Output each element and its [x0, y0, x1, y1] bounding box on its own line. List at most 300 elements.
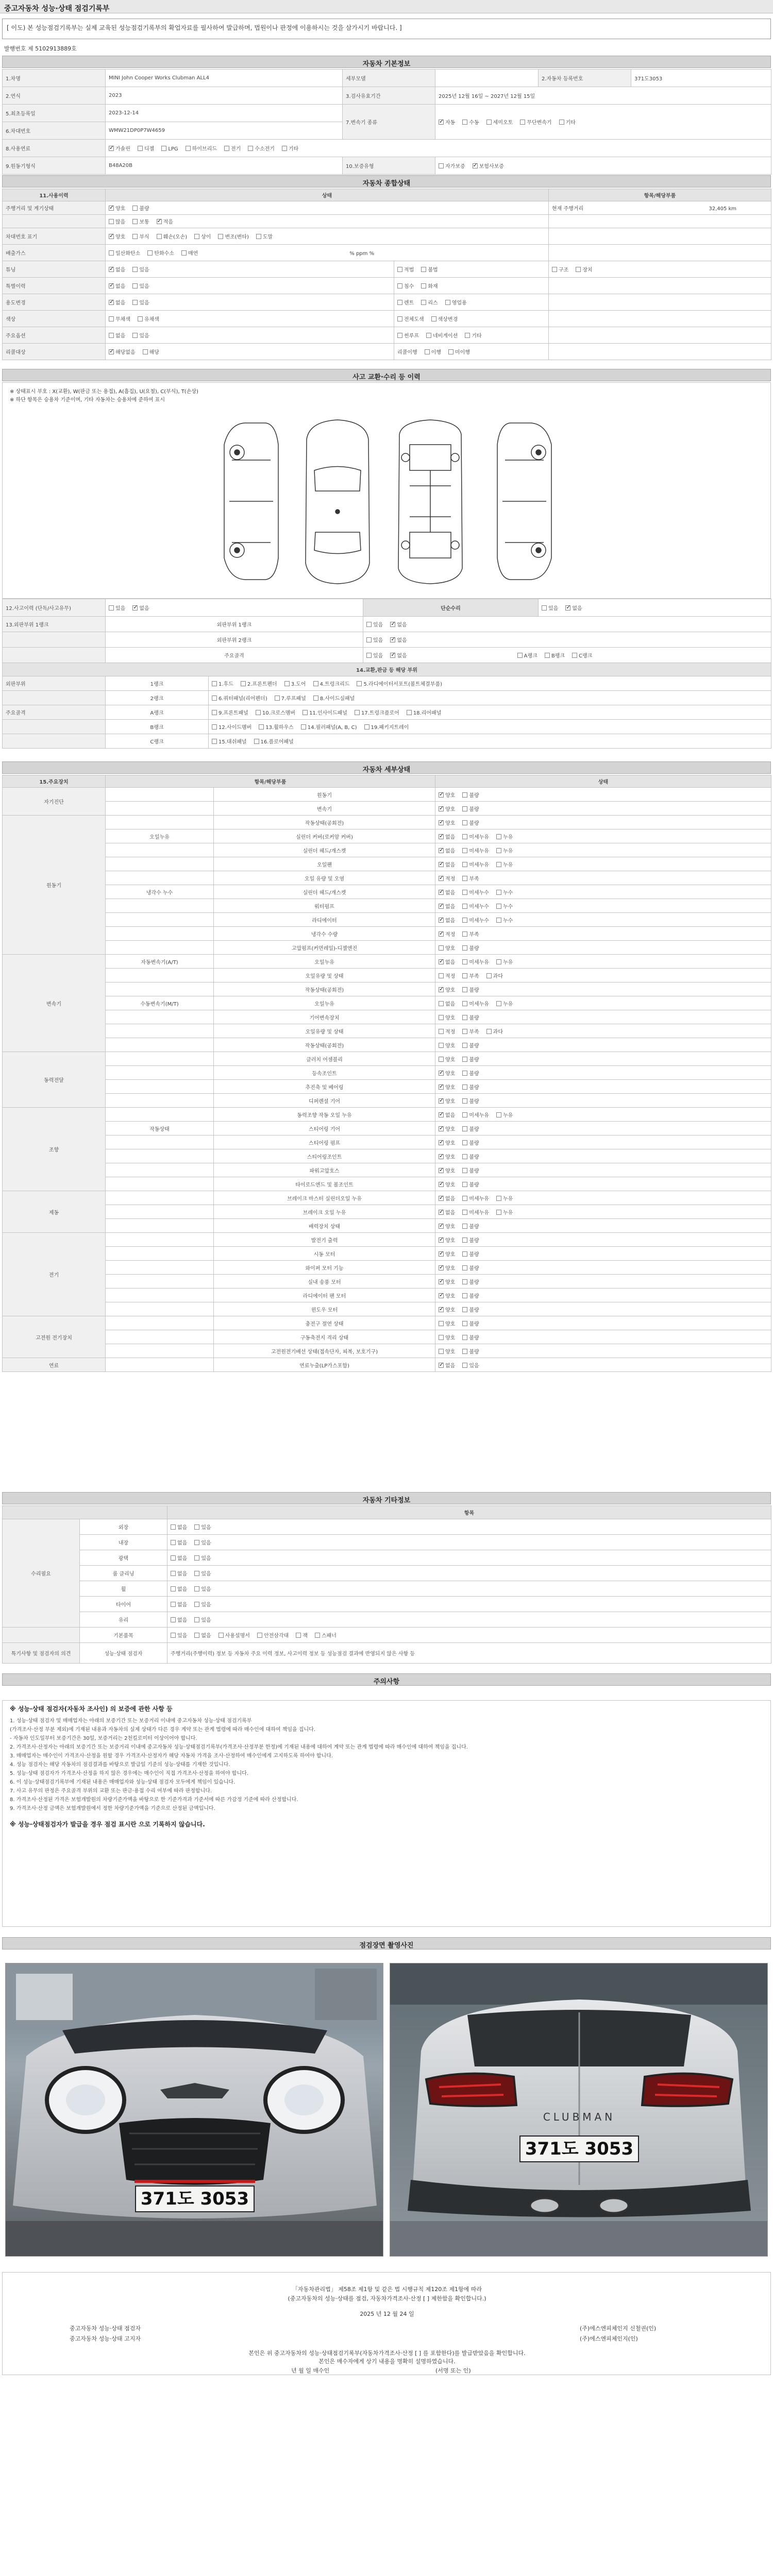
checkbox-icon[interactable]: [486, 1029, 492, 1034]
repair-option-0[interactable]: [171, 1587, 187, 1592]
part-item-1[interactable]: [275, 696, 306, 702]
state-option-0[interactable]: [439, 1043, 455, 1049]
state-option-0[interactable]: [439, 1308, 455, 1313]
checkbox-icon[interactable]: [462, 1071, 467, 1076]
repair-option-1[interactable]: [194, 1602, 211, 1608]
checkbox-icon[interactable]: [496, 862, 501, 867]
checkbox-icon[interactable]: [462, 1029, 467, 1034]
state-option-0[interactable]: [439, 1085, 455, 1091]
fuel-option-1[interactable]: [138, 146, 154, 152]
part-item-2[interactable]: [303, 710, 347, 716]
state-option-0[interactable]: [439, 1238, 455, 1244]
state-option-2-1[interactable]: [421, 300, 438, 306]
checkbox-icon[interactable]: [462, 1015, 467, 1020]
checkbox-icon[interactable]: [462, 862, 467, 867]
checkbox-icon[interactable]: [462, 959, 467, 964]
checkbox-icon[interactable]: [426, 333, 431, 338]
part-item-2[interactable]: [301, 725, 357, 731]
state-option-2[interactable]: [181, 251, 198, 257]
checkbox-icon[interactable]: [496, 904, 501, 909]
state-option-2-2[interactable]: [445, 300, 467, 306]
state-option-3-1[interactable]: [576, 267, 592, 273]
state-option-1[interactable]: [462, 946, 479, 952]
transmission-option-3[interactable]: [520, 120, 551, 126]
checkbox-icon[interactable]: [194, 1602, 199, 1607]
fuel-option-3[interactable]: [186, 146, 217, 152]
warranty-option-0[interactable]: [439, 164, 465, 170]
repair-option-0[interactable]: [171, 1618, 187, 1623]
checkbox-icon[interactable]: [219, 1633, 224, 1638]
state-option-0[interactable]: [439, 1266, 455, 1272]
checkbox-icon[interactable]: [439, 163, 444, 168]
part-item-0[interactable]: [212, 682, 233, 687]
checkbox-icon[interactable]: [147, 250, 153, 256]
checkbox-icon[interactable]: [439, 820, 444, 825]
repair-option-1[interactable]: [194, 1587, 211, 1592]
state-option-0[interactable]: [439, 1280, 455, 1285]
checkbox-icon[interactable]: [224, 146, 229, 151]
rank-option-0[interactable]: [366, 638, 383, 643]
checkbox-icon[interactable]: [397, 283, 402, 289]
checkbox-icon[interactable]: [421, 300, 426, 305]
fuel-option-6[interactable]: [282, 146, 298, 152]
state-option-3[interactable]: [194, 234, 211, 240]
state-option-2[interactable]: [496, 849, 513, 854]
state-option-2-0[interactable]: [397, 284, 414, 290]
part-item-0[interactable]: [212, 725, 251, 731]
checkbox-icon[interactable]: [439, 792, 444, 798]
checkbox-icon[interactable]: [282, 146, 287, 151]
checkbox-icon[interactable]: [439, 1057, 444, 1062]
checkbox-icon[interactable]: [132, 267, 138, 272]
checkbox-icon[interactable]: [462, 1349, 467, 1354]
state-option-1[interactable]: [462, 1002, 489, 1007]
part-item-0[interactable]: [212, 696, 267, 702]
part-item-1[interactable]: [256, 710, 295, 716]
transmission-option-4[interactable]: [559, 120, 576, 126]
checkbox-icon[interactable]: [259, 724, 264, 730]
checkbox-icon[interactable]: [301, 724, 306, 730]
rank-option-1[interactable]: [390, 638, 407, 643]
state-option-1[interactable]: [462, 918, 489, 924]
checkbox-icon[interactable]: [157, 234, 162, 239]
fuel-option-2[interactable]: [161, 146, 178, 152]
state-option-0[interactable]: [109, 350, 136, 355]
checkbox-icon[interactable]: [357, 681, 362, 686]
state-option-2[interactable]: [486, 974, 503, 979]
state-option-2[interactable]: [496, 960, 513, 965]
checkbox-icon[interactable]: [462, 987, 467, 992]
state-option-1[interactable]: [462, 974, 479, 979]
checkbox-icon[interactable]: [364, 724, 369, 730]
checkbox-icon[interactable]: [439, 1293, 444, 1298]
checkbox-icon[interactable]: [473, 163, 478, 168]
checkbox-icon[interactable]: [520, 120, 525, 125]
checkbox-icon[interactable]: [462, 1182, 467, 1187]
checkbox-icon[interactable]: [439, 1349, 444, 1354]
checkbox-icon[interactable]: [397, 300, 402, 305]
part-item-3[interactable]: [364, 725, 409, 731]
checkbox-icon[interactable]: [462, 1112, 467, 1117]
transmission-option-1[interactable]: [462, 120, 479, 126]
state-option-0[interactable]: [439, 835, 455, 840]
checkbox-icon[interactable]: [439, 959, 444, 964]
state-option-2-1[interactable]: [431, 317, 458, 323]
checkbox-icon[interactable]: [462, 973, 467, 978]
checkbox-icon[interactable]: [462, 931, 467, 937]
checkbox-icon[interactable]: [439, 1238, 444, 1243]
state-option-1[interactable]: [462, 835, 489, 840]
part-item-1[interactable]: [259, 725, 294, 731]
checkbox-icon[interactable]: [462, 1126, 467, 1131]
accident-option-1[interactable]: [132, 606, 149, 612]
checkbox-icon[interactable]: [462, 834, 467, 839]
part-item-3[interactable]: [313, 682, 350, 687]
checkbox-icon[interactable]: [462, 1168, 467, 1173]
checkbox-icon[interactable]: [439, 834, 444, 839]
state-option-1[interactable]: [462, 1321, 479, 1327]
checkbox-icon[interactable]: [421, 267, 426, 272]
state-option-2[interactable]: [496, 835, 513, 840]
checkbox-icon[interactable]: [132, 605, 138, 611]
checkbox-icon[interactable]: [109, 349, 114, 354]
checkbox-icon[interactable]: [496, 918, 501, 923]
state-option-1[interactable]: [132, 267, 149, 273]
checkbox-icon[interactable]: [462, 1265, 467, 1270]
checkbox-icon[interactable]: [439, 848, 444, 853]
checkbox-icon[interactable]: [462, 1321, 467, 1326]
state-option-2-0[interactable]: [425, 350, 441, 355]
checkbox-icon[interactable]: [439, 890, 444, 895]
state-option-0[interactable]: [439, 862, 455, 868]
checkbox-icon[interactable]: [496, 1112, 501, 1117]
state-option-0[interactable]: [439, 918, 455, 924]
state-option-2[interactable]: [496, 918, 513, 924]
checkbox-icon[interactable]: [486, 973, 492, 978]
checkbox-icon[interactable]: [462, 1224, 467, 1229]
basic-option-5[interactable]: [315, 1633, 337, 1639]
state-option-0[interactable]: [109, 317, 130, 323]
checkbox-icon[interactable]: [390, 653, 395, 658]
checkbox-icon[interactable]: [462, 1196, 467, 1201]
rank-option-1[interactable]: [390, 653, 407, 659]
checkbox-icon[interactable]: [496, 890, 501, 895]
checkbox-icon[interactable]: [439, 904, 444, 909]
state-option-1[interactable]: [462, 1043, 479, 1049]
state-option-1[interactable]: [462, 1127, 479, 1132]
basic-option-4[interactable]: [296, 1633, 308, 1639]
checkbox-icon[interactable]: [132, 333, 138, 338]
state-option-2-0[interactable]: [397, 300, 414, 306]
checkbox-icon[interactable]: [462, 1001, 467, 1006]
checkbox-icon[interactable]: [171, 1633, 176, 1638]
checkbox-icon[interactable]: [138, 316, 143, 321]
state-option-1[interactable]: [132, 284, 149, 290]
checkbox-icon[interactable]: [439, 120, 444, 125]
repair-option-0[interactable]: [171, 1602, 187, 1608]
state-option-0[interactable]: [439, 1113, 455, 1118]
checkbox-icon[interactable]: [439, 1265, 444, 1270]
state-option-1[interactable]: [132, 333, 149, 339]
state-option-2-0[interactable]: [397, 333, 419, 339]
state-option-1[interactable]: [462, 1335, 479, 1341]
checkbox-icon[interactable]: [462, 1238, 467, 1243]
checkbox-icon[interactable]: [181, 250, 187, 256]
state-option-0[interactable]: [439, 1196, 455, 1202]
state-option-2[interactable]: [486, 1029, 503, 1035]
checkbox-icon[interactable]: [462, 1057, 467, 1062]
checkbox-icon[interactable]: [296, 1633, 301, 1638]
part-item-1[interactable]: [254, 739, 294, 745]
state-option-0[interactable]: [439, 904, 455, 910]
state-option-0[interactable]: [439, 1363, 455, 1369]
state-option-2[interactable]: [496, 1113, 513, 1118]
state-option-1[interactable]: [462, 876, 479, 882]
checkbox-icon[interactable]: [559, 120, 564, 125]
state-option-0[interactable]: [439, 793, 455, 799]
checkbox-icon[interactable]: [431, 316, 436, 321]
checkbox-icon[interactable]: [439, 1043, 444, 1048]
state-option-0[interactable]: [439, 1029, 455, 1035]
state-option-1[interactable]: [462, 1071, 479, 1077]
checkbox-icon[interactable]: [462, 1154, 467, 1159]
checkbox-icon[interactable]: [462, 806, 467, 811]
checkbox-icon[interactable]: [254, 739, 259, 744]
state-option-1[interactable]: [132, 206, 149, 212]
checkbox-icon[interactable]: [171, 1524, 176, 1530]
checkbox-icon[interactable]: [212, 696, 217, 701]
checkbox-icon[interactable]: [109, 316, 114, 321]
state-option-0[interactable]: [439, 946, 455, 952]
repair-option-0[interactable]: [542, 606, 558, 612]
state-option-1[interactable]: [132, 300, 149, 306]
checkbox-icon[interactable]: [439, 1321, 444, 1326]
state-option-1[interactable]: [462, 1029, 479, 1035]
part-item-4[interactable]: [407, 710, 442, 716]
checkbox-icon[interactable]: [248, 146, 253, 151]
checkbox-icon[interactable]: [439, 1015, 444, 1020]
fuel-option-0[interactable]: [109, 146, 130, 152]
checkbox-icon[interactable]: [542, 605, 547, 611]
checkbox-icon[interactable]: [109, 283, 114, 289]
state-option-2-1[interactable]: [421, 284, 438, 290]
state-option-0[interactable]: [109, 219, 125, 225]
checkbox-icon[interactable]: [171, 1602, 176, 1607]
state-option-3-0[interactable]: [552, 267, 568, 273]
part-item-0[interactable]: [212, 739, 247, 745]
checkbox-icon[interactable]: [109, 234, 114, 239]
state-option-1[interactable]: [462, 1085, 479, 1091]
state-option-0[interactable]: [439, 1057, 455, 1063]
state-option-0[interactable]: [439, 1210, 455, 1216]
checkbox-icon[interactable]: [390, 622, 395, 627]
state-option-0[interactable]: [109, 234, 125, 240]
checkbox-icon[interactable]: [366, 622, 372, 627]
checkbox-icon[interactable]: [257, 1633, 262, 1638]
state-option-0[interactable]: [109, 284, 125, 290]
state-option-1[interactable]: [462, 1280, 479, 1285]
state-option-0[interactable]: [439, 1252, 455, 1258]
checkbox-icon[interactable]: [439, 1098, 444, 1104]
state-option-0[interactable]: [439, 1071, 455, 1077]
basic-option-1[interactable]: [194, 1633, 211, 1639]
checkbox-icon[interactable]: [355, 710, 360, 715]
checkbox-icon[interactable]: [517, 653, 523, 658]
checkbox-icon[interactable]: [462, 1307, 467, 1312]
checkbox-icon[interactable]: [212, 724, 217, 730]
checkbox-icon[interactable]: [194, 1586, 199, 1591]
fuel-option-4[interactable]: [224, 146, 241, 152]
state-option-0[interactable]: [439, 1002, 455, 1007]
checkbox-icon[interactable]: [576, 267, 581, 272]
state-option-1[interactable]: [462, 1141, 479, 1146]
fuel-option-5[interactable]: [248, 146, 275, 152]
checkbox-icon[interactable]: [462, 1140, 467, 1145]
rank-option-0[interactable]: [366, 653, 383, 659]
state-option-1[interactable]: [462, 1349, 479, 1355]
repair-option-1[interactable]: [194, 1540, 211, 1546]
state-option-2-1[interactable]: [448, 350, 470, 355]
state-option-2[interactable]: [496, 1210, 513, 1216]
checkbox-icon[interactable]: [143, 349, 148, 354]
checkbox-icon[interactable]: [284, 681, 290, 686]
state-option-1[interactable]: [462, 1266, 479, 1272]
checkbox-icon[interactable]: [303, 710, 308, 715]
checkbox-icon[interactable]: [194, 1540, 199, 1545]
checkbox-icon[interactable]: [218, 234, 223, 239]
part-item-1[interactable]: [241, 682, 277, 687]
state-option-0[interactable]: [109, 206, 125, 212]
state-option-0[interactable]: [439, 1349, 455, 1355]
checkbox-icon[interactable]: [462, 820, 467, 825]
checkbox-icon[interactable]: [256, 234, 261, 239]
checkbox-icon[interactable]: [256, 710, 261, 715]
checkbox-icon[interactable]: [421, 283, 426, 289]
checkbox-icon[interactable]: [407, 710, 412, 715]
checkbox-icon[interactable]: [425, 349, 430, 354]
checkbox-icon[interactable]: [186, 146, 191, 151]
state-option-2[interactable]: [496, 862, 513, 868]
checkbox-icon[interactable]: [439, 1210, 444, 1215]
part-item-2[interactable]: [313, 696, 355, 702]
repair-option-0[interactable]: [171, 1525, 187, 1531]
state-option-1[interactable]: [462, 1015, 479, 1021]
checkbox-icon[interactable]: [439, 973, 444, 978]
checkbox-icon[interactable]: [138, 146, 143, 151]
checkbox-icon[interactable]: [496, 959, 501, 964]
grade-option-0[interactable]: [517, 653, 537, 659]
checkbox-icon[interactable]: [445, 300, 450, 305]
checkbox-icon[interactable]: [109, 333, 114, 338]
repair-option-0[interactable]: [171, 1571, 187, 1577]
state-option-0[interactable]: [439, 1321, 455, 1327]
state-option-0[interactable]: [439, 890, 455, 896]
state-option-1[interactable]: [138, 317, 159, 323]
state-option-0[interactable]: [439, 1099, 455, 1105]
checkbox-icon[interactable]: [366, 637, 372, 642]
state-option-1[interactable]: [462, 1182, 479, 1188]
checkbox-icon[interactable]: [109, 146, 114, 151]
checkbox-icon[interactable]: [462, 890, 467, 895]
checkbox-icon[interactable]: [439, 1196, 444, 1201]
checkbox-icon[interactable]: [486, 120, 492, 125]
state-option-1[interactable]: [462, 1238, 479, 1244]
state-option-0[interactable]: [439, 821, 455, 826]
basic-option-2[interactable]: [219, 1633, 250, 1639]
repair-option-1[interactable]: [194, 1525, 211, 1531]
checkbox-icon[interactable]: [439, 931, 444, 937]
checkbox-icon[interactable]: [439, 1251, 444, 1257]
checkbox-icon[interactable]: [439, 1168, 444, 1173]
checkbox-icon[interactable]: [462, 1293, 467, 1298]
checkbox-icon[interactable]: [161, 146, 166, 151]
state-option-2[interactable]: [496, 1002, 513, 1007]
state-option-0[interactable]: [439, 1155, 455, 1160]
checkbox-icon[interactable]: [439, 1140, 444, 1145]
state-option-0[interactable]: [439, 1224, 455, 1230]
rank-option-1[interactable]: [390, 622, 407, 628]
repair-option-1[interactable]: [194, 1571, 211, 1577]
checkbox-icon[interactable]: [439, 862, 444, 867]
checkbox-icon[interactable]: [194, 1555, 199, 1561]
checkbox-icon[interactable]: [465, 333, 470, 338]
checkbox-icon[interactable]: [212, 739, 217, 744]
grade-option-2[interactable]: [572, 653, 592, 659]
checkbox-icon[interactable]: [439, 1224, 444, 1229]
part-item-0[interactable]: [212, 710, 248, 716]
state-option-0[interactable]: [439, 1127, 455, 1132]
state-option-1[interactable]: [132, 219, 149, 225]
transmission-option-0[interactable]: [439, 120, 455, 126]
state-option-1[interactable]: [462, 1294, 479, 1299]
state-option-2-1[interactable]: [421, 267, 438, 273]
checkbox-icon[interactable]: [109, 605, 114, 611]
checkbox-icon[interactable]: [439, 1154, 444, 1159]
checkbox-icon[interactable]: [439, 1335, 444, 1340]
state-option-0[interactable]: [439, 1168, 455, 1174]
state-option-0[interactable]: [439, 1335, 455, 1341]
state-option-1[interactable]: [462, 807, 479, 812]
repair-option-1[interactable]: [194, 1618, 211, 1623]
checkbox-icon[interactable]: [439, 806, 444, 811]
checkbox-icon[interactable]: [366, 653, 372, 658]
checkbox-icon[interactable]: [462, 1210, 467, 1215]
checkbox-icon[interactable]: [439, 987, 444, 992]
checkbox-icon[interactable]: [462, 876, 467, 881]
checkbox-icon[interactable]: [132, 300, 138, 305]
checkbox-icon[interactable]: [212, 681, 217, 686]
checkbox-icon[interactable]: [439, 1307, 444, 1312]
state-option-1[interactable]: [462, 1168, 479, 1174]
checkbox-icon[interactable]: [109, 250, 114, 256]
checkbox-icon[interactable]: [552, 267, 557, 272]
checkbox-icon[interactable]: [313, 696, 318, 701]
state-option-0[interactable]: [109, 267, 125, 273]
checkbox-icon[interactable]: [439, 918, 444, 923]
state-option-1[interactable]: [462, 1113, 489, 1118]
checkbox-icon[interactable]: [275, 696, 280, 701]
checkbox-icon[interactable]: [439, 1071, 444, 1076]
checkbox-icon[interactable]: [462, 1335, 467, 1340]
checkbox-icon[interactable]: [194, 1617, 199, 1622]
checkbox-icon[interactable]: [132, 234, 138, 239]
state-option-1[interactable]: [462, 849, 489, 854]
checkbox-icon[interactable]: [132, 206, 138, 211]
state-option-1[interactable]: [462, 904, 489, 910]
rank-option-0[interactable]: [366, 622, 383, 628]
transmission-option-2[interactable]: [486, 120, 513, 126]
state-option-1[interactable]: [462, 1099, 479, 1105]
